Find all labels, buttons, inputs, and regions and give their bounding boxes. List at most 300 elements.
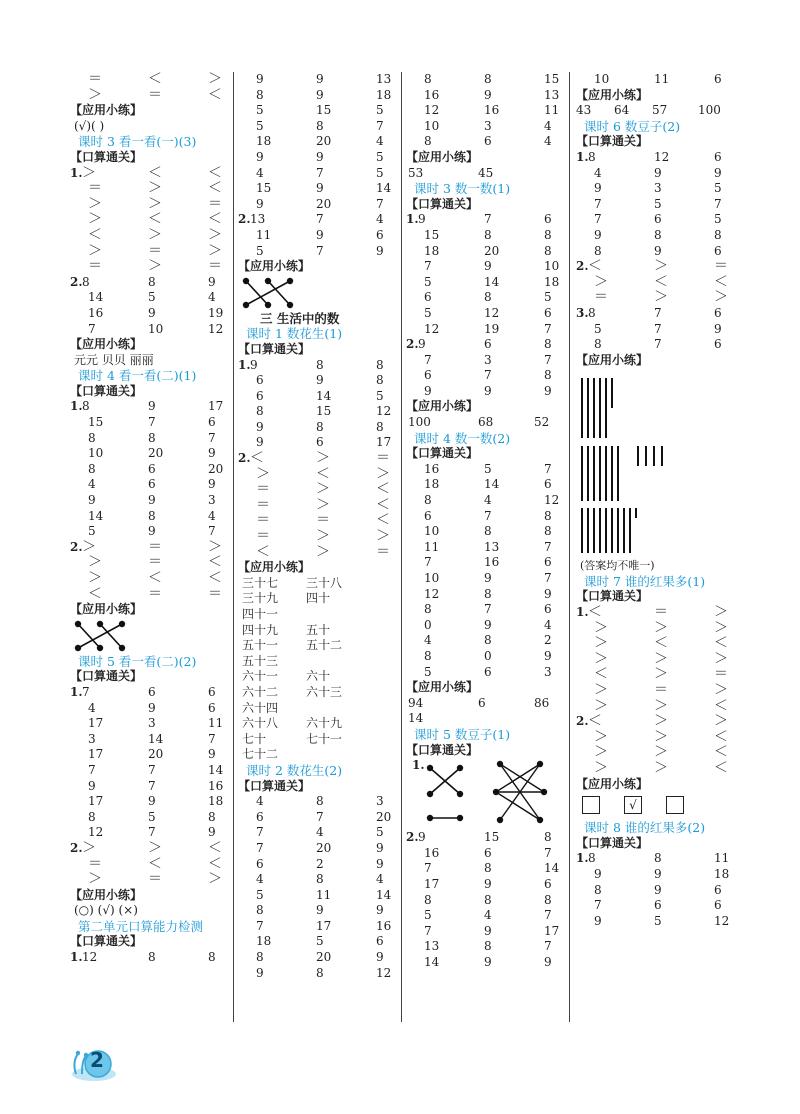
answer-cell: ＝	[714, 258, 728, 275]
answer-cell: ＜	[208, 839, 222, 856]
answer-cell: 15	[316, 404, 332, 419]
answer-row	[406, 228, 566, 244]
section-heading: 【口算通关】	[238, 778, 311, 793]
answer-cell: 6	[714, 72, 722, 86]
answer-row	[576, 745, 746, 761]
answer-cell: 8	[376, 373, 384, 388]
answer-cell: 9	[654, 866, 662, 881]
answer-cell: 17	[376, 435, 392, 450]
answer-cell: 4	[88, 700, 96, 715]
section-heading: 【应用小练】	[70, 337, 143, 352]
answer-cell: 6	[544, 555, 552, 570]
answer-row	[70, 555, 230, 571]
answer-cell: ＞	[654, 289, 668, 306]
lesson-title: 课时 2 数花生(2)	[246, 762, 343, 778]
answer-cell: 8	[484, 633, 492, 648]
answer-cell: 8	[376, 357, 384, 372]
answer-cell: 16	[88, 305, 104, 320]
number-word: 三十八	[306, 575, 343, 590]
answer-cell: 4	[424, 633, 432, 648]
answer-cell: 8	[316, 118, 324, 133]
matching-lines	[422, 760, 572, 832]
answer-cell: ＜	[714, 744, 728, 761]
answer-row	[70, 228, 230, 244]
answer-cell: ＜	[148, 71, 162, 87]
answer-cell: 8	[316, 419, 324, 434]
answer-cell: 15	[484, 830, 500, 845]
answer-cell: ＜	[208, 86, 222, 103]
answer-cell: ＞	[594, 682, 608, 699]
answer-cell: 9	[376, 856, 384, 871]
answer-row	[70, 716, 230, 732]
answer-cell: 5	[424, 908, 432, 923]
answer-cell: ＞	[594, 760, 608, 776]
answer-cell: 7	[544, 461, 552, 476]
answer-cell: 20	[316, 840, 332, 855]
answer-cell: ＞	[148, 839, 162, 856]
answer-cell: 8	[484, 939, 492, 954]
answer-cell: 6	[484, 845, 492, 860]
answer-row	[576, 306, 746, 322]
answer-cell: 9	[544, 954, 552, 969]
answer-cell: 6	[544, 602, 552, 617]
question-number: 2.	[238, 212, 251, 227]
answer-cell: 18	[376, 87, 392, 102]
answer-row	[576, 667, 746, 683]
answer-cell: 9	[376, 903, 384, 918]
answer-cell: 14	[148, 731, 164, 746]
answer-cell: 15	[88, 415, 104, 430]
answer-cell: 16	[424, 87, 440, 102]
answer-cell: 8	[594, 243, 602, 258]
answer-cell: 9	[256, 72, 264, 86]
number-word-row	[238, 716, 398, 732]
answer-cell: 9	[148, 399, 156, 414]
answer-cell: ＝	[714, 666, 728, 683]
answer-row	[70, 779, 230, 795]
answer-cell: ＜	[714, 635, 728, 652]
answer-cell: ＜	[208, 211, 222, 228]
number-word-row	[238, 576, 398, 592]
answer-cell: 9	[376, 840, 384, 855]
answer-row	[576, 290, 746, 306]
section-heading: 【应用小练】	[70, 103, 143, 118]
answer-cell: 7	[484, 212, 492, 227]
answer-cell: 7	[544, 908, 552, 923]
answer-cell: 6	[424, 290, 432, 305]
answer-cell: 8	[256, 404, 264, 419]
answer-cell: ＞	[148, 258, 162, 275]
answer-cell: ＝	[88, 258, 102, 275]
answer-cell: 8	[484, 892, 492, 907]
answer-row	[238, 950, 398, 966]
answer-cell: 7	[594, 898, 602, 913]
question-number: 1.	[70, 399, 83, 414]
answer-row	[576, 259, 746, 275]
answer-row	[238, 857, 398, 873]
answer-cell: 8	[544, 524, 552, 539]
answer-cell: 7	[82, 684, 90, 699]
section-heading: 【口算通关】	[70, 934, 143, 949]
tally-bars-drawing	[576, 368, 736, 558]
answer-cell: 8	[484, 524, 492, 539]
answer-cell: 7	[148, 762, 156, 777]
answer-row	[406, 72, 566, 88]
answer-cell: 18	[424, 243, 440, 258]
answer-row	[70, 825, 230, 841]
question-number: 1.	[70, 684, 83, 699]
answer-row	[238, 919, 398, 935]
answer-row	[406, 877, 566, 893]
answer-row	[238, 181, 398, 197]
answer-row	[238, 404, 398, 420]
answer-cell: 10	[88, 446, 104, 461]
answer-cell: ＞	[88, 570, 102, 586]
answer-cell: 6	[256, 856, 264, 871]
answer-row	[406, 212, 566, 228]
lesson-title: 课时 3 数一数(1)	[414, 181, 511, 197]
answer-cell: 16	[484, 103, 500, 118]
answer-cell: ＞	[594, 728, 608, 745]
answer-cell: 6	[484, 337, 492, 352]
answer-cell: 8	[256, 87, 264, 102]
answer-row	[406, 415, 566, 431]
answer-cell: 9	[484, 923, 492, 938]
answer-row	[70, 88, 230, 104]
unit-title: 三 生活中的数	[260, 310, 340, 326]
answer-row	[238, 513, 398, 529]
answer-cell: 9	[316, 227, 324, 242]
answer-cell: 52	[534, 415, 550, 430]
answer-row	[238, 903, 398, 919]
answer-cell: ＞	[654, 760, 668, 776]
answer-cell: 12	[424, 586, 440, 601]
answer-cell: ＝	[88, 180, 102, 197]
number-word: 六十	[306, 669, 331, 684]
answer-cell: 9	[316, 181, 324, 196]
answer-row	[576, 714, 746, 730]
answer-cell: ＞	[714, 289, 728, 306]
answer-cell: 9	[654, 882, 662, 897]
answer-row	[70, 794, 230, 810]
answer-row	[238, 103, 398, 119]
answer-row	[238, 88, 398, 104]
answer-cell: ＞	[594, 697, 608, 714]
answer-cell: 4	[316, 825, 324, 840]
lesson-title: 课时 4 看一看(二)(1)	[78, 368, 197, 384]
answer-row	[238, 794, 398, 810]
answer-row	[238, 228, 398, 244]
answer-cell: ＝	[148, 86, 162, 103]
answer-cell: 8	[148, 430, 156, 445]
number-word-row	[238, 747, 398, 763]
matching-diagram	[406, 758, 566, 830]
answer-cell: 9	[376, 950, 384, 965]
answer-row	[576, 322, 746, 338]
answer-cell: 6	[424, 368, 432, 383]
answer-cell: 7	[424, 923, 432, 938]
answer-cell: ＞	[256, 465, 270, 482]
answer-cell: ＜	[148, 164, 162, 181]
answer-cell: 7	[316, 212, 324, 227]
answer-cell: 43	[576, 103, 592, 118]
page-number-badge	[68, 1044, 138, 1084]
answer-cell: 10	[544, 259, 560, 274]
lesson-title: 课时 7 谁的红果多(1)	[584, 573, 706, 589]
answer-cell: 9	[544, 383, 552, 398]
answer-row	[70, 477, 230, 493]
answer-cell: 0	[484, 648, 492, 663]
answer-row	[70, 509, 230, 525]
answer-cell: ＞	[316, 496, 330, 513]
answer-cell: 5	[148, 290, 156, 305]
answer-row	[406, 244, 566, 260]
answer-cell: 16	[208, 778, 224, 793]
answer-cell: 100	[408, 415, 431, 430]
answer-row	[238, 420, 398, 436]
answer-cell: 12	[88, 825, 104, 840]
answer-cell: 11	[424, 539, 440, 554]
question-number: 2.	[406, 337, 419, 352]
answer-cell: 9	[208, 747, 216, 762]
answer-cell: 8	[316, 794, 324, 809]
answer-row	[70, 857, 230, 873]
answer-cell: 12	[544, 493, 560, 508]
answer-cell: 9	[714, 165, 722, 180]
answer-cell: ＞	[714, 604, 728, 621]
answer-row	[70, 322, 230, 338]
answer-row	[406, 571, 566, 587]
answer-cell: 7	[424, 861, 432, 876]
answer-cell: 8	[82, 399, 90, 414]
answer-cell: 9	[484, 571, 492, 585]
answer-cell: 5	[148, 809, 156, 824]
question-number: 2.	[238, 451, 251, 466]
answer-cell: 9	[376, 243, 384, 258]
answer-cell: ＝	[594, 289, 608, 306]
answer-cell: 6	[714, 898, 722, 913]
answer-cell: 7	[208, 430, 216, 445]
answer-cell: ＞	[316, 528, 330, 545]
answer-cell: 14	[376, 887, 392, 902]
answer-cell: 17	[208, 399, 224, 414]
section-heading: 【应用小练】	[406, 399, 479, 414]
answer-row	[238, 966, 398, 982]
answer-cell: 8	[544, 508, 552, 523]
answer-cell: 4	[376, 872, 384, 887]
answer-cell: ＝	[88, 71, 102, 87]
answer-row	[576, 761, 746, 777]
answer-row	[576, 72, 746, 88]
answer-cell: 10	[148, 321, 164, 336]
answer-cell: ＜	[588, 604, 602, 621]
section-heading: 【口算通关】	[576, 589, 649, 604]
answer-row	[576, 228, 746, 244]
section-heading: 【应用小练】	[238, 560, 311, 575]
answer-row	[406, 540, 566, 556]
answer-row	[406, 134, 566, 150]
answer-cell: 8	[316, 357, 324, 372]
section-heading: 【应用小练】	[406, 149, 479, 164]
answer-cell: 10	[424, 571, 440, 585]
answer-row	[406, 477, 566, 493]
answer-row	[70, 763, 230, 779]
answer-cell: 3	[484, 118, 492, 133]
answer-row	[406, 555, 566, 571]
answer-row	[406, 524, 566, 540]
answer-row	[70, 415, 230, 431]
answer-cell: 5	[376, 149, 384, 164]
answer-cell: 5	[424, 274, 432, 289]
answer-cell: 5	[256, 103, 264, 118]
answer-cell: 17	[88, 747, 104, 762]
answer-cell: 7	[256, 918, 264, 933]
answer-cell: 9	[208, 477, 216, 492]
answer-cell: ＞	[594, 635, 608, 652]
answer-row	[70, 587, 230, 603]
number-word: 六十四	[242, 700, 279, 715]
answer-cell: ＞	[654, 619, 668, 636]
answer-cell: ＞	[208, 242, 222, 259]
answer-cell: 4	[376, 212, 384, 227]
answer-cell: 11	[654, 72, 670, 86]
answer-cell: 14	[88, 508, 104, 523]
answer-cell: 7	[256, 825, 264, 840]
answer-row	[576, 337, 746, 353]
answer-cell: 14	[208, 762, 224, 777]
answer-row	[238, 545, 398, 561]
number-word-row	[238, 685, 398, 701]
answer-cell: 7	[544, 939, 552, 954]
answer-cell: 8	[208, 950, 216, 965]
answer-cell: 5	[654, 196, 662, 211]
answer-cell: 8	[376, 419, 384, 434]
number-word: 五十	[306, 622, 331, 637]
answer-row	[406, 846, 566, 862]
answer-cell: ＝	[316, 512, 330, 529]
answer-cell: 4	[594, 165, 602, 180]
answer-row	[576, 197, 746, 213]
answer-cell: 7	[484, 508, 492, 523]
answer-row	[70, 197, 230, 213]
answer-cell: 6	[654, 898, 662, 913]
answer-row	[238, 888, 398, 904]
answer-cell: 12	[82, 950, 98, 965]
answer-row	[576, 914, 746, 930]
answer-cell: ＜	[588, 713, 602, 730]
section-heading: 【口算通关】	[406, 196, 479, 211]
answer-row	[576, 605, 746, 621]
question-number: 1.	[576, 851, 589, 866]
number-word: 三十七	[242, 575, 279, 590]
answer-cell: 18	[208, 794, 224, 809]
answer-cell: 7	[654, 337, 662, 352]
answer-cell: 7	[544, 571, 552, 585]
number-word: 六十八	[242, 716, 279, 731]
answer-cell: 5	[256, 118, 264, 133]
answer-row	[576, 150, 746, 166]
answer-row	[406, 103, 566, 119]
answer-cell: 8	[594, 882, 602, 897]
number-word: 六十三	[306, 684, 343, 699]
answer-cell: 7	[148, 825, 156, 840]
answer-cell: 8	[88, 809, 96, 824]
column-2	[238, 72, 398, 1022]
answer-cell: 8	[484, 72, 492, 86]
answer-row	[406, 696, 566, 712]
answer-cell: 13	[250, 212, 266, 227]
answer-cell: 14	[408, 711, 424, 726]
answer-cell: ＞	[654, 728, 668, 745]
section-heading: 【应用小练】	[576, 87, 649, 102]
answer-cell: 7	[484, 368, 492, 383]
answer-row	[406, 955, 566, 971]
answer-cell: ＞	[714, 713, 728, 730]
answer-row	[238, 389, 398, 405]
answer-boxes	[576, 792, 746, 820]
answer-cell: 16	[424, 845, 440, 860]
answer-cell: 9	[316, 72, 324, 86]
answer-cell: ＜	[588, 258, 602, 275]
answer-cell: ＝	[654, 604, 668, 621]
answer-cell: 5	[376, 825, 384, 840]
answer-cell: 14	[484, 477, 500, 492]
answer-cell: ＝	[148, 538, 162, 555]
answer-cell: 8	[484, 586, 492, 601]
lesson-title: 课时 3 看一看(一)(3)	[78, 134, 197, 150]
answer-cell: 6	[714, 243, 722, 258]
answer-cell: 7	[316, 243, 324, 258]
answer-cell: 86	[534, 695, 550, 710]
number-word-row	[238, 701, 398, 717]
answer-text: 元元 贝贝 丽丽	[74, 352, 154, 367]
match-line	[100, 624, 122, 648]
answer-cell: 5	[88, 524, 96, 539]
answer-cell: 6	[544, 305, 552, 320]
answer-row	[70, 399, 230, 415]
answer-cell: ＜	[148, 570, 162, 586]
question-number: 1.	[576, 605, 589, 620]
answer-row	[70, 747, 230, 763]
answer-cell: 2	[544, 633, 552, 648]
answer-cell: 19	[484, 321, 500, 336]
answer-cell: 5	[256, 243, 264, 258]
answer-cell: 7	[484, 602, 492, 617]
answer-cell: ＝	[256, 481, 270, 498]
answer-row	[70, 431, 230, 447]
answer-cell: 3	[208, 493, 216, 508]
answer-cell: 3	[88, 731, 96, 746]
answer-row	[70, 950, 230, 966]
answer-cell: 7	[714, 196, 722, 211]
number-word: 七十二	[242, 747, 279, 762]
answer-row	[406, 649, 566, 665]
answer-cell: 9	[484, 954, 492, 969]
answer-cell: 8	[316, 965, 324, 980]
answer-cell: 8	[544, 368, 552, 383]
answer-row	[70, 732, 230, 748]
answer-row	[238, 134, 398, 150]
answer-cell: 7	[88, 321, 96, 336]
answer-row	[576, 244, 746, 260]
answer-cell: 20	[316, 196, 332, 211]
matching-lines	[70, 618, 150, 654]
answer-cell: ＜	[594, 666, 608, 683]
section-heading: 【应用小练】	[406, 680, 479, 695]
section-heading: 【口算通关】	[238, 341, 311, 356]
answer-cell: ＞	[654, 713, 668, 730]
answer-cell: 9	[714, 321, 722, 336]
